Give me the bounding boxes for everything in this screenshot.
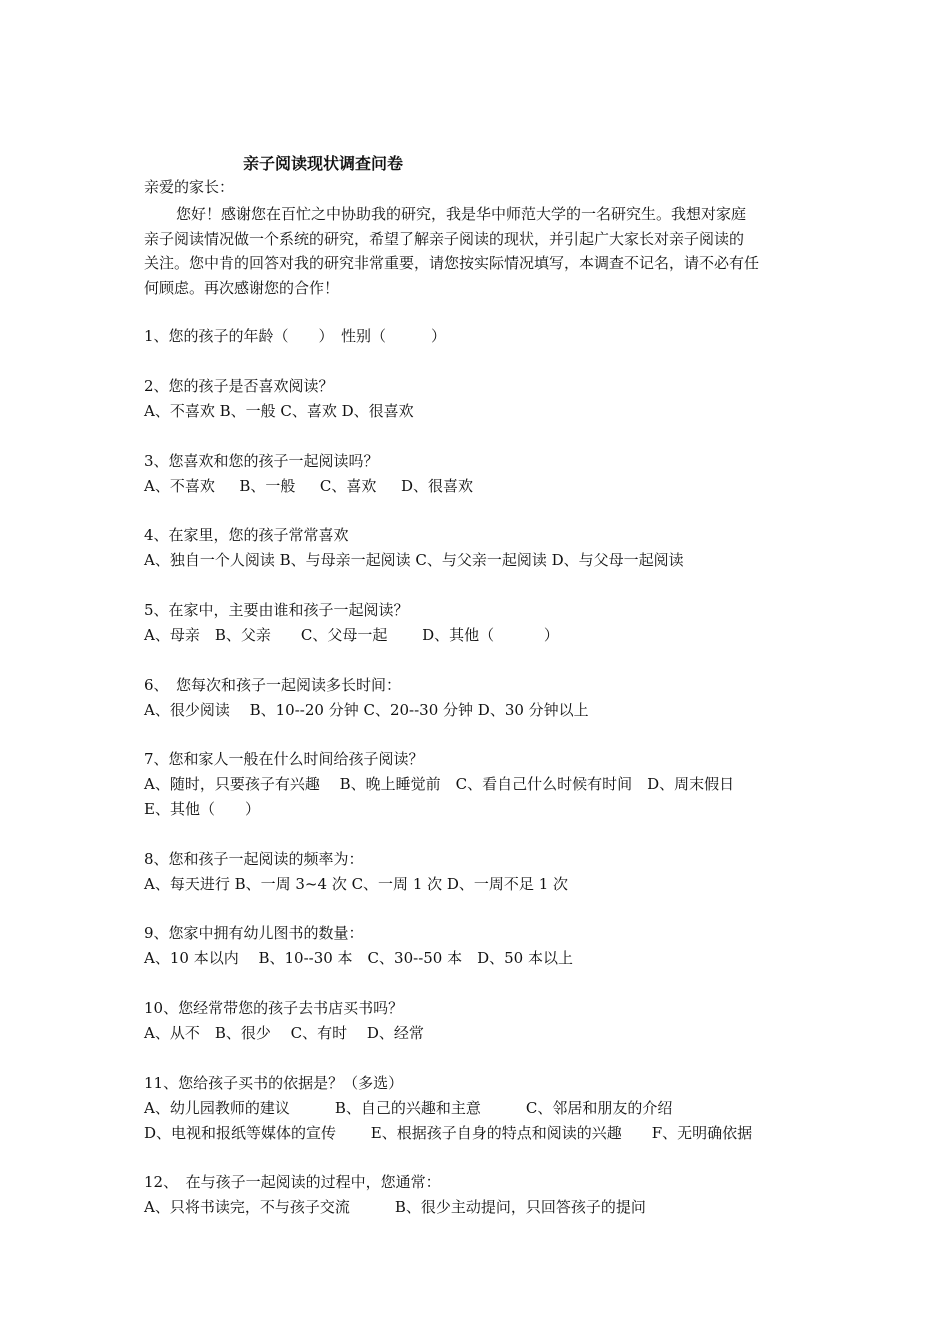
question-10: 10、您经常带您的孩子去书店买书吗？ (144, 999, 404, 1017)
question-12-options: A、只将书读完，不与孩子交流 B、很少主动提问，只回答孩子的提问 (144, 1198, 646, 1216)
question-7: 7、您和家人一般在什么时间给孩子阅读？ (144, 750, 424, 768)
question-6-options: A、很少阅读 B、10--20 分钟 C、20--30 分钟 D、30 分钟以上 (144, 701, 589, 719)
question-8-options: A、每天进行 B、一周 3~4 次 C、一周 1 次 D、一周不足 1 次 (144, 875, 569, 893)
question-3-options: A、不喜欢 B、一般 C、喜欢 D、很喜欢 (144, 477, 473, 495)
question-2-options: A、不喜欢 B、一般 C、喜欢 D、很喜欢 (144, 402, 414, 420)
question-1: 1、您的孩子的年龄（ ） 性别（ ） (144, 327, 447, 345)
question-4: 4、在家里，您的孩子常常喜欢 (144, 526, 349, 544)
question-5-options: A、母亲 B、父亲 C、父母一起 D、其他（ ） (144, 626, 559, 644)
question-11: 11、您给孩子买书的依据是？（多选） (144, 1074, 404, 1092)
question-12: 12、 在与孩子一起阅读的过程中，您通常： (144, 1173, 441, 1191)
question-10-options: A、从不 B、很少 C、有时 D、经常 (144, 1024, 424, 1042)
question-5: 5、在家中，主要由谁和孩子一起阅读？ (144, 601, 409, 619)
question-8: 8、您和孩子一起阅读的频率为： (144, 850, 364, 868)
salutation: 亲爱的家长： (144, 178, 235, 196)
question-6: 6、 您每次和孩子一起阅读多长时间： (144, 676, 402, 694)
intro-line: 关注。您中肯的回答对我的研究非常重要，请您按实际情况填写，本调查不记名，请不必有任 (144, 254, 760, 272)
intro-paragraph (144, 202, 809, 300)
question-9: 9、您家中拥有幼儿图书的数量： (144, 924, 364, 942)
question-7-options: E、其他（ ） (144, 800, 260, 818)
question-11-options: A、幼儿园教师的建议 B、自己的兴趣和主意 C、邻居和朋友的介绍 (144, 1099, 673, 1117)
intro-line: 何顾虑。再次感谢您的合作！ (144, 278, 340, 297)
intro-line: 您好！感谢您在百忙之中协助我的研究，我是华中师范大学的一名研究生。我想对家庭 (176, 205, 747, 223)
question-11-options: D、电视和报纸等媒体的宣传 E、根据孩子自身的特点和阅读的兴趣 F、无明确依据 (144, 1124, 753, 1142)
question-4-options: A、独自一个人阅读 B、与母亲一起阅读 C、与父亲一起阅读 D、与父母一起阅读 (144, 551, 684, 569)
question-3: 3、您喜欢和您的孩子一起阅读吗？ (144, 452, 379, 470)
question-7-options: A、随时，只要孩子有兴趣 B、晚上睡觉前 C、看自己什么时候有时间 D、周末假日 (144, 775, 735, 793)
intro-line: 亲子阅读情况做一个系统的研究，希望了解亲子阅读的现状，并引起广大家长对亲子阅读的 (144, 229, 745, 248)
question-2: 2、您的孩子是否喜欢阅读？ (144, 377, 334, 395)
document-title: 亲子阅读现状调查问卷 (243, 154, 404, 173)
question-9-options: A、10 本以内 B、10--30 本 C、30--50 本 D、50 本以上 (144, 949, 573, 967)
